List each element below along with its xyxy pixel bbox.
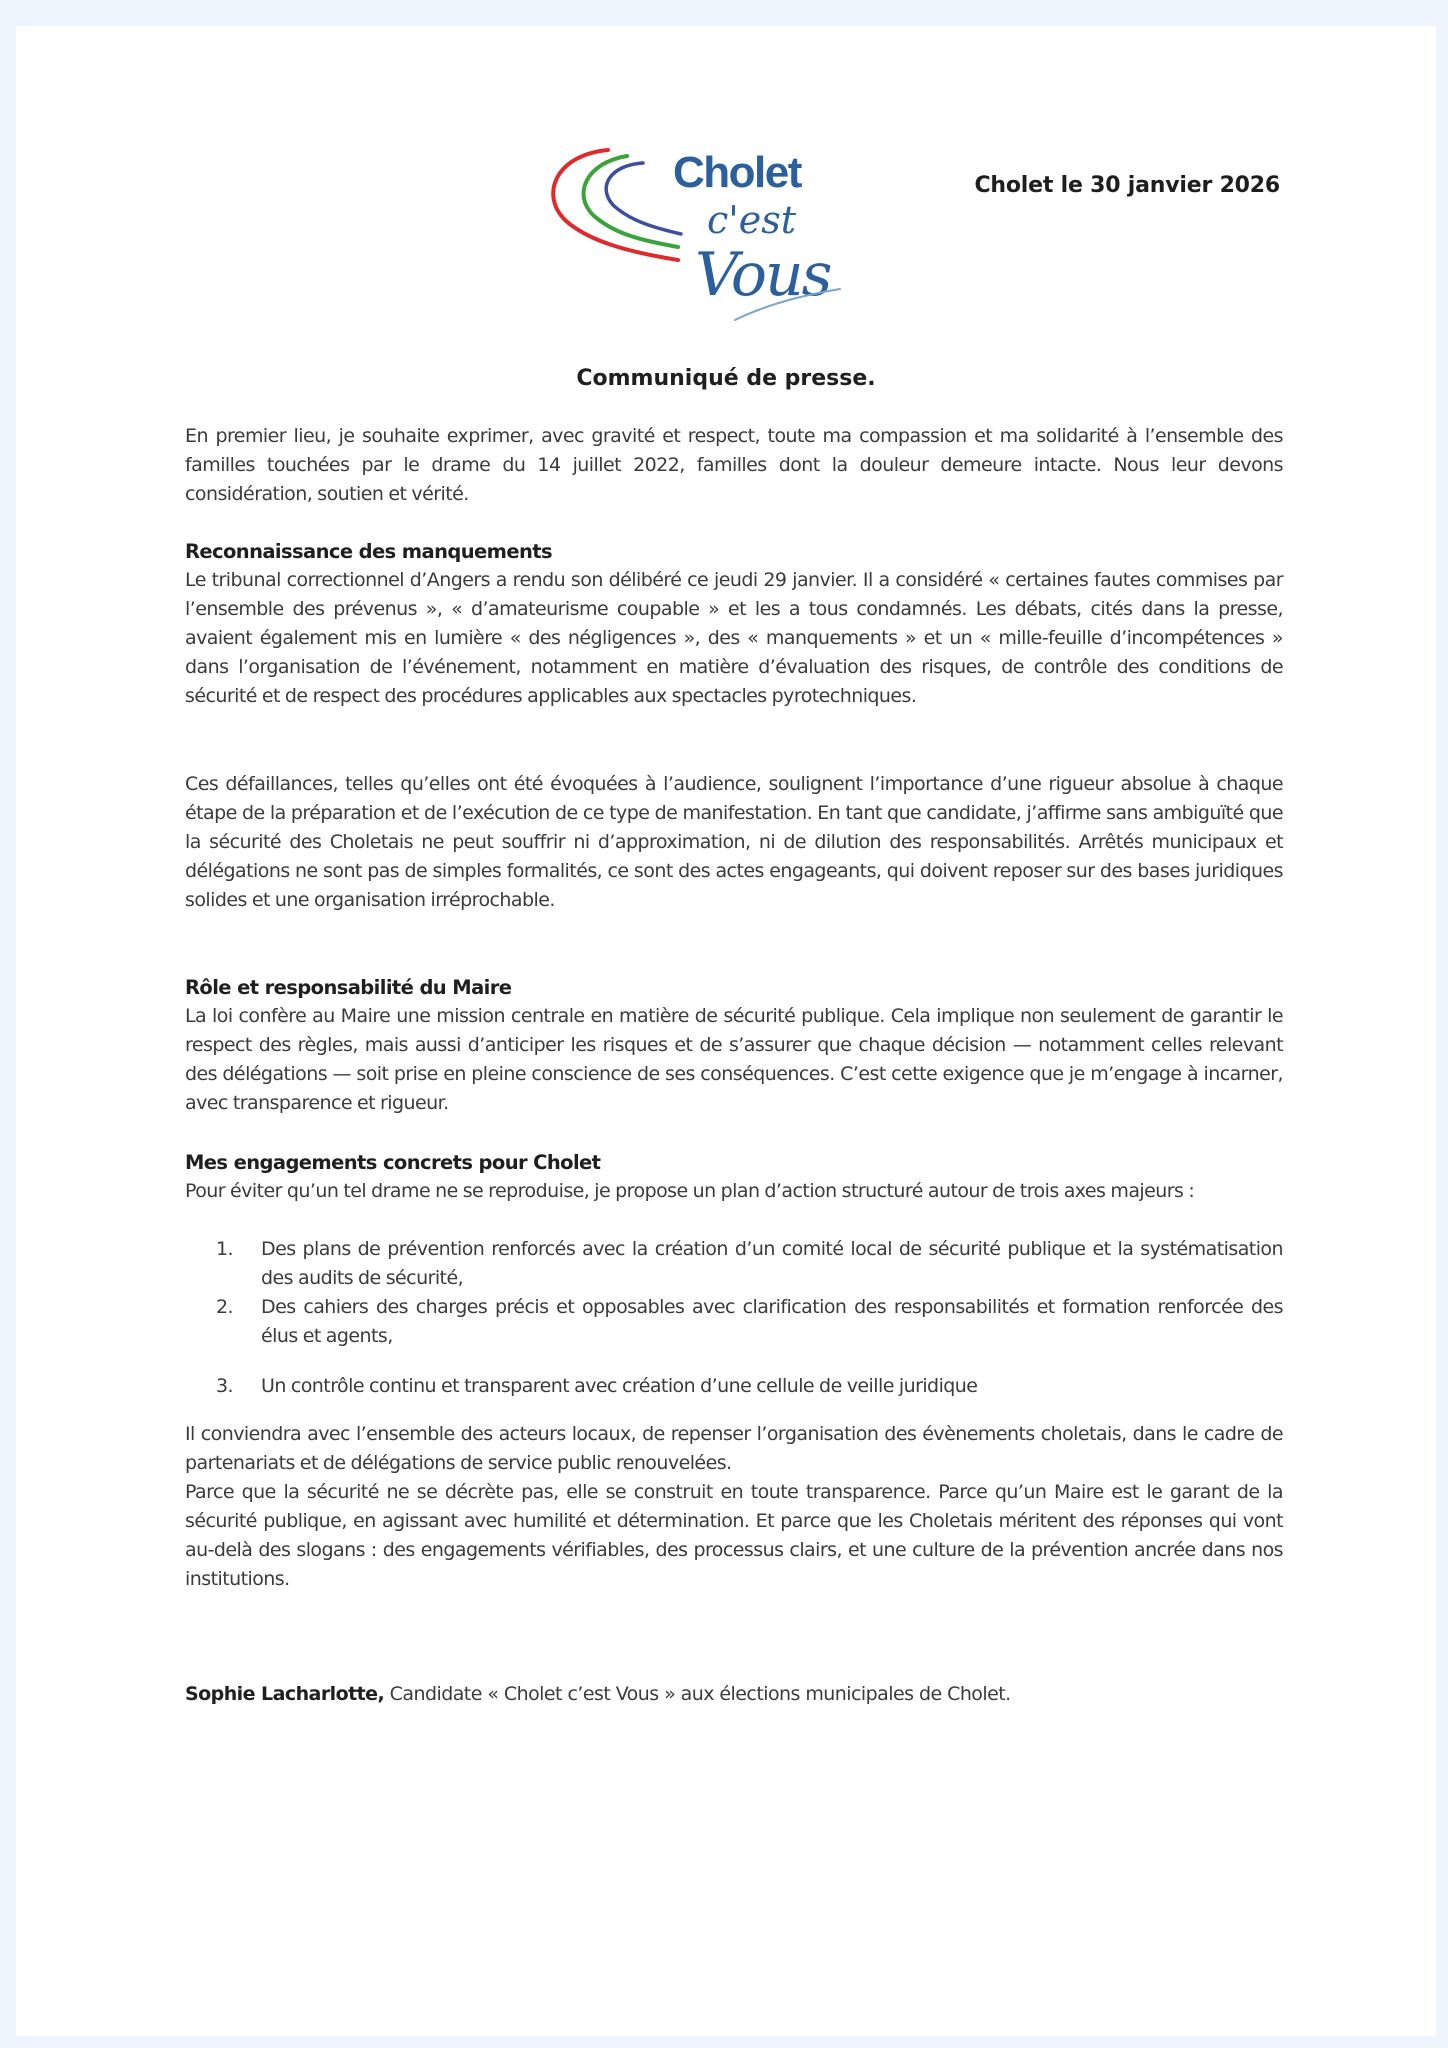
- document-title: Communiqué de presse.: [576, 366, 876, 391]
- closing-paragraph: Il conviendra avec l’ensemble des acteurs locaux, de repenser l’organisation des évènements choletais, dans le cadre de partenariats et de délégations de service public renouvelées.: [185, 1423, 1283, 1474]
- closing-paragraph: Parce que la sécurité ne se décrète pas, elle se construit en toute transparence. Parce qu’un Maire est le garant de la sécurité publique, en agissant avec humilité et détermination. Et parce que les Choletais méritent des réponses qui vont au-delà des slogans : des engagements vérifiables, des processus clairs, et une culture de la prévention ancrée dans nos institutions.: [185, 1481, 1283, 1590]
- section-paragraph: La loi confère au Maire une mission centrale en matière de sécurité publique. Cela implique non seulement de garantir le respect des règles, mais aussi d’anticiper les risques et de s’assurer que chaque décision — notamment celles relevant des délégations — soit prise en pleine conscience de ses conséquences. C’est cette exigence que je m’engage à incarner, avec transparence et rigueur.: [185, 1005, 1283, 1114]
- intro-paragraph: En premier lieu, je souhaite exprimer, avec gravité et respect, toute ma compassion et ma solidarité à l’ensemble des familles touchées par le drame du 14 juillet 2022, familles dont la douleur demeure intacte. Nous leur devons considération, soutien et vérité.: [185, 425, 1283, 505]
- list-number: 2.: [216, 1296, 234, 1318]
- section-heading: Reconnaissance des manquements: [185, 540, 552, 563]
- section-heading: Rôle et responsabilité du Maire: [185, 976, 512, 999]
- list-number: 1.: [216, 1238, 234, 1260]
- signature: [185, 1680, 1011, 1709]
- logo-vous-text: Vous: [695, 240, 831, 310]
- section-paragraph: Ces défaillances, telles qu’elles ont été évoquées à l’audience, soulignent l’importance d’une rigueur absolue à chaque étape de la préparation et de l’exécution de ce type de manifestation. En tant que candidate, j’affirme sans ambiguïté que la sécurité des Choletais ne peut souffrir ni d’approximation, ni de dilution des responsabilités. Arrêtés municipaux et délégations ne sont pas de simples formalités, ce sont des actes engageants, qui doivent reposer sur des bases juridiques solides et une organisation irréprochable.: [185, 773, 1283, 911]
- document-date: Cholet le 30 janvier 2026: [974, 173, 1280, 198]
- signature-name: Sophie Lacharlotte,: [185, 1683, 385, 1705]
- section-paragraph: Le tribunal correctionnel d’Angers a rendu son délibéré ce jeudi 29 janvier. Il a considéré « certaines fautes commises par l’ensemble des prévenus », « d’amateurisme coupable » et les a tous condamnés. Les débats, cités dans la presse, avaient également mis en lumière « des négligences », des « manquements » et un « mille-feuille d’incompétences » dans l’organisation de l’événement, notamment en matière d’évaluation des risques, de contrôle des conditions de sécurité et de respect des procédures applicables aux spectacles pyrotechniques.: [185, 569, 1283, 707]
- section-paragraph: Pour éviter qu’un tel drame ne se reproduise, je propose un plan d’action structuré autour de trois axes majeurs :: [185, 1180, 1195, 1202]
- logo-cholet-text: Cholet: [673, 148, 801, 197]
- list-text: Des plans de prévention renforcés avec la création d’un comité local de sécurité publique et la systématisation des audits de sécurité,: [261, 1238, 1283, 1289]
- list-number: 3.: [216, 1375, 234, 1397]
- logo-arc-green-icon: [584, 156, 678, 247]
- logo-cest-text: c'est: [707, 198, 796, 242]
- list-text: Un contrôle continu et transparent avec création d’une cellule de veille juridique: [261, 1375, 978, 1397]
- signature-role: Candidate « Cholet c’est Vous » aux élections municipales de Cholet.: [384, 1683, 1011, 1705]
- logo-arc-blue-icon: [606, 163, 681, 234]
- list-text: Des cahiers des charges précis et opposables avec clarification des responsabilités et formation renforcée des élus et agents,: [261, 1296, 1283, 1347]
- document-page: [16, 26, 1436, 2036]
- section-heading: Mes engagements concrets pour Cholet: [185, 1151, 601, 1174]
- cholet-cest-vous-logo: [535, 125, 855, 335]
